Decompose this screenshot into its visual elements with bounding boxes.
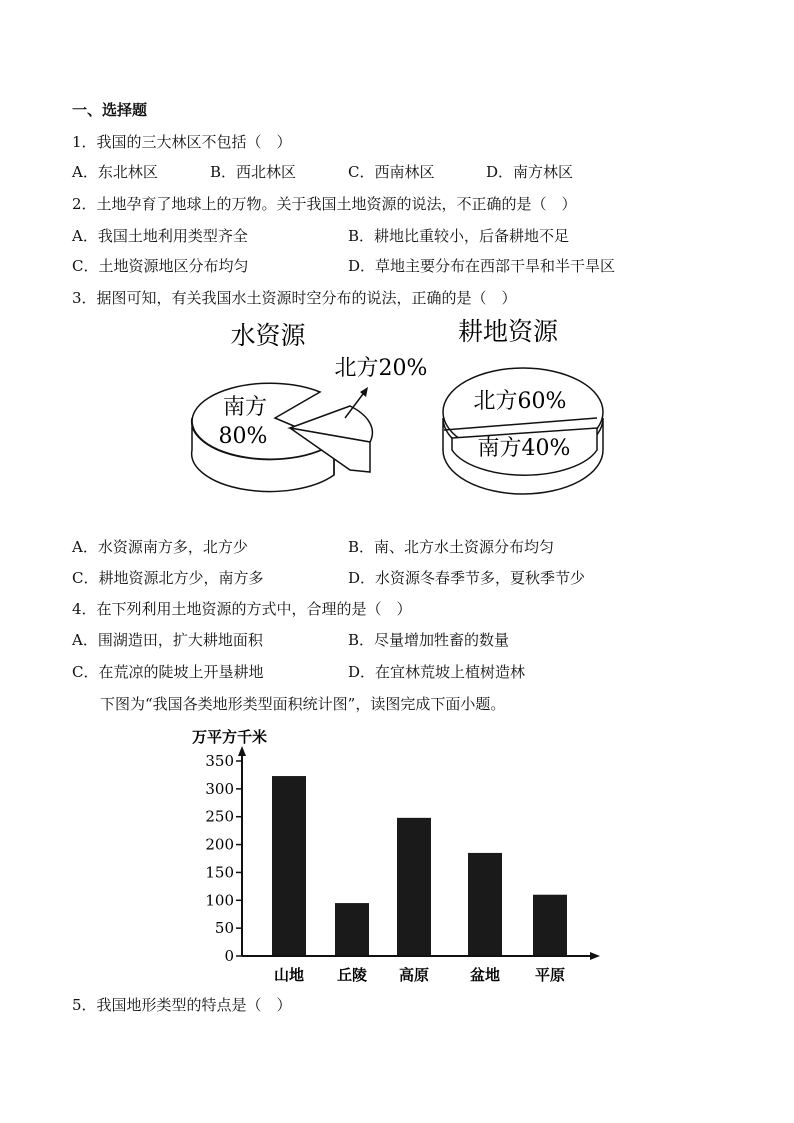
x-category-label: 盆地 [469, 966, 501, 984]
farmland-pie-title: 耕地资源 [457, 317, 559, 346]
y-axis-unit-label: 万平方千米 [192, 728, 268, 746]
q4-option-d[interactable]: D．在宜林荒坡上植树造林 [348, 663, 526, 681]
bar-4 [533, 895, 567, 956]
pie-charts-figure [0, 310, 794, 520]
water-pie-south-label: 南方 [222, 395, 268, 420]
y-tick-label: 50 [214, 919, 234, 938]
q3-option-d[interactable]: D．水资源冬春季节多，夏秋季节少 [348, 569, 586, 587]
farmland-pie-south-label: 南方40% [477, 436, 571, 461]
q4-option-c[interactable]: C．在荒凉的陡坡上开垦耕地 [72, 663, 264, 681]
q1-option-b[interactable]: B．西北林区 [210, 163, 297, 181]
question-4-stem: 4．在下列利用土地资源的方式中，合理的是（ ） [72, 600, 412, 618]
x-category-label: 丘陵 [336, 966, 368, 984]
y-tick-label: 250 [205, 807, 234, 826]
q3-option-c[interactable]: C．耕地资源北方少，南方多 [72, 569, 264, 587]
y-tick-label: 0 [224, 947, 234, 965]
x-category-label: 平原 [534, 966, 566, 984]
farmland-pie-north-label: 北方60% [473, 389, 567, 414]
terrain-area-bar-chart [0, 722, 794, 992]
x-category-label: 山地 [273, 966, 305, 984]
q2-option-d[interactable]: D．草地主要分布在西部干旱和半干旱区 [348, 257, 616, 275]
bar-1 [335, 903, 369, 956]
q1-option-a[interactable]: A．东北林区 [72, 163, 158, 181]
y-tick-label: 150 [205, 863, 234, 882]
q1-option-d[interactable]: D．南方林区 [486, 163, 574, 181]
q2-option-b[interactable]: B．耕地比重较小，后备耕地不足 [348, 227, 570, 245]
x-category-label: 高原 [398, 966, 430, 984]
q2-option-c[interactable]: C．土地资源地区分布均匀 [72, 257, 249, 275]
question-1-stem: 1．我国的三大林区不包括（ ） [72, 133, 292, 151]
question-2-stem: 2．土地孕育了地球上的万物。关于我国土地资源的说法，不正确的是（ ） [72, 195, 577, 213]
q4-option-a[interactable]: A．围湖造田，扩大耕地面积 [72, 631, 263, 649]
q3-option-a[interactable]: A．水资源南方多，北方少 [72, 538, 248, 556]
y-tick-label: 300 [205, 779, 234, 798]
q1-option-c[interactable]: C．西南林区 [348, 163, 435, 181]
water-pie-title: 水资源 [230, 321, 306, 350]
section-title: 一、选择题 [72, 101, 148, 119]
q3-option-b[interactable]: B．南、北方水土资源分布均匀 [348, 538, 555, 556]
bar-3 [468, 853, 502, 956]
question-5-stem: 5．我国地形类型的特点是（ ） [72, 996, 292, 1014]
y-tick-label: 100 [205, 891, 234, 910]
question-3-stem: 3．据图可知，有关我国水土资源时空分布的说法，正确的是（ ） [72, 289, 517, 307]
q2-option-a[interactable]: A．我国土地利用类型齐全 [72, 227, 248, 245]
y-tick-label: 350 [205, 752, 234, 770]
chart-intro: 下图为“我国各类地形类型面积统计图”，读图完成下面小题。 [100, 695, 506, 713]
bar-0 [272, 776, 306, 956]
bar-2 [397, 818, 431, 956]
y-tick-label: 200 [205, 835, 234, 854]
x-axis-arrow-icon [590, 952, 600, 960]
y-axis-arrow-icon [238, 746, 246, 756]
water-pie-north-label: 北方20% [334, 356, 428, 381]
q4-option-b[interactable]: B．尽量增加牲畜的数量 [348, 631, 510, 649]
water-pie-south-value: 80% [218, 424, 268, 449]
